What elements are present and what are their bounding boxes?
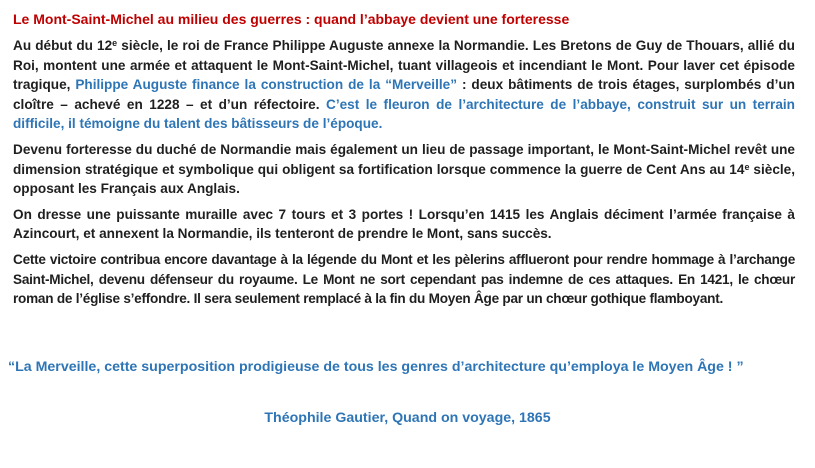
paragraph-1 — [13, 36, 795, 134]
p2-superscript: e — [744, 161, 750, 172]
p2-text-b: siècle, opposant les Français aux Anglais. — [13, 161, 795, 197]
paragraph-3: On dresse une puissante muraille avec 7 tours et 3 portes ! Lorsqu’en 1415 les Anglais déciment l’armée française à Azincourt, et annexent la Normandie, ils tenteront de prendre le Mont, sans succès. — [13, 206, 795, 242]
p1-highlight-2: C’est le fleuron de l’architecture de l’abbaye, construit sur un terrain difficile, il témoigne du talent des bâtisseurs de l’époque. — [13, 96, 795, 132]
p1-text-a: Au début du 12 — [13, 38, 113, 53]
section-title: Le Mont-Saint-Michel au milieu des guerres : quand l’abbaye devient une forteresse — [13, 11, 570, 27]
p1-superscript: e — [112, 38, 118, 48]
p2-text-a: Devenu forteresse du duché de Normandie mais également un lieu de passage important, le Mont-Saint-Michel revêt une dimension stratégique et symbolique qui obligent sa fortification lorsque commence la guerre de Cent Ans au 14 — [13, 141, 795, 177]
p1-text-c: : deux bâtiments de trois étages, surplombés d’un cloître – achevé en 1228 – et d’un réfectoire. — [13, 77, 795, 112]
quote: “La Merveille, cette superposition prodigieuse de tous les genres d’architecture qu’employa le Moyen Âge ! ” — [8, 359, 744, 375]
p1-highlight-1: Philippe Auguste finance la construction de la “Merveille” — [75, 77, 457, 93]
paragraph-4: Cette victoire contribua encore davantage à la légende du Mont et les pèlerins afflueront pour rendre hommage à l’archange Saint-Michel, devenu défenseur du royaume. Le Mont ne sort cependant pas indemne de ces attaques. En 1421, le chœur roman de l’église s’effondre. Il sera seulement remplacé à la fin du Moyen Âge par un chœur gothique flamboyant. — [13, 251, 795, 307]
p1-text-b: siècle, le roi de France Philippe Auguste annexe la Normandie. Les Bretons de Guy de Thouars, allié du Roi, montent une armée et attaquent le Mont-Saint-Michel, tuant villageois et incendiant le Mont. Pour laver cet épisode tragique, — [13, 38, 795, 93]
quote-citation: Théophile Gautier, Quand on voyage, 1865 — [264, 410, 551, 426]
paragraph-2 — [13, 140, 795, 199]
